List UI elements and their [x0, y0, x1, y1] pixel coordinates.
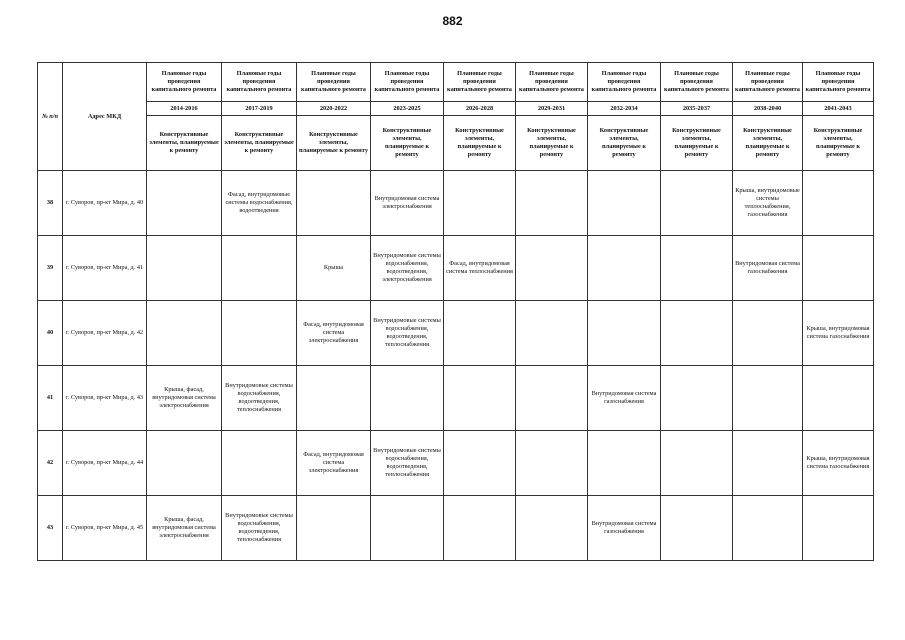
table-cell	[733, 301, 803, 366]
table-row	[38, 431, 874, 496]
table-cell: Внутридомовые системы водоснабжения, водоотведения, теплоснабжения	[371, 301, 444, 366]
table-cell	[297, 496, 371, 561]
table-cell	[661, 171, 733, 236]
table-cell: Фасад, внутридомовая система электроснабжения	[297, 431, 371, 496]
table-cell	[661, 366, 733, 431]
period-header: Плановые годы проведения капитального ремонта	[661, 63, 733, 102]
row-address: г. Суворов, пр-кт Мира, д. 43	[63, 366, 147, 431]
table-cell	[733, 496, 803, 561]
table-cell	[147, 301, 222, 366]
table-cell: Внутридомовые системы водоснабжения, водоотведения, электроснабжения	[371, 236, 444, 301]
table-row	[38, 366, 874, 431]
period-years: 2041-2043	[803, 102, 874, 116]
table-row	[38, 496, 874, 561]
table-cell	[222, 301, 297, 366]
table-cell	[147, 431, 222, 496]
table-cell	[661, 496, 733, 561]
table-cell	[803, 496, 874, 561]
table-cell	[803, 366, 874, 431]
header-row-periods	[38, 63, 874, 102]
period-years: 2017-2019	[222, 102, 297, 116]
table-cell	[371, 366, 444, 431]
table-cell: Внутридомовая система электроснабжения	[371, 171, 444, 236]
row-address: г. Суворов, пр-кт Мира, д. 44	[63, 431, 147, 496]
row-number: 40	[38, 301, 63, 366]
table-cell	[444, 431, 516, 496]
elements-header: Конструктивные элементы, планируемые к ремонту	[733, 116, 803, 171]
period-years: 2032-2034	[588, 102, 661, 116]
table-cell: Крыша, внутридомовые системы теплоснабжения, газоснабжения	[733, 171, 803, 236]
period-years: 2029-2031	[516, 102, 588, 116]
table-cell: Внутридомовые системы водоснабжения, водоотведения, теплоснабжения	[371, 431, 444, 496]
table-row	[38, 236, 874, 301]
elements-header: Конструктивные элементы, планируемые к ремонту	[297, 116, 371, 171]
row-number: 41	[38, 366, 63, 431]
table-cell	[661, 301, 733, 366]
table-cell	[803, 236, 874, 301]
period-header: Плановые годы проведения капитального ремонта	[733, 63, 803, 102]
table-cell	[516, 431, 588, 496]
table-cell	[444, 301, 516, 366]
col-address-header: Адрес МКД	[63, 63, 147, 171]
table-cell	[371, 496, 444, 561]
period-header: Плановые годы проведения капитального ремонта	[588, 63, 661, 102]
col-num-header: № п/п	[38, 63, 63, 171]
table-cell	[516, 496, 588, 561]
row-address: г. Суворов, пр-кт Мира, д. 42	[63, 301, 147, 366]
table-cell: Внутридомовые системы водоснабжения, водоотведения, теплоснабжения	[222, 496, 297, 561]
period-header: Плановые годы проведения капитального ремонта	[297, 63, 371, 102]
period-years: 2038-2040	[733, 102, 803, 116]
table-cell: Фасад, внутридомовые системы водоснабжения, водоотведения	[222, 171, 297, 236]
elements-header: Конструктивные элементы, планируемые к ремонту	[147, 116, 222, 171]
period-header: Плановые годы проведения капитального ремонта	[147, 63, 222, 102]
table-cell: Крыша, фасад, внутридомовая система электроснабжения	[147, 496, 222, 561]
elements-header: Конструктивные элементы, планируемые к ремонту	[803, 116, 874, 171]
table-cell: Внутридомовая система газоснабжения	[588, 496, 661, 561]
table-cell: Крыша	[297, 236, 371, 301]
table-cell	[733, 366, 803, 431]
period-years: 2020-2022	[297, 102, 371, 116]
table-cell: Крыша, фасад, внутридомовая система электроснабжения	[147, 366, 222, 431]
row-address: г. Суворов, пр-кт Мира, д. 45	[63, 496, 147, 561]
table-cell	[297, 366, 371, 431]
row-number: 42	[38, 431, 63, 496]
table-cell: Внутридомовая система газоснабжения	[588, 366, 661, 431]
period-years: 2026-2028	[444, 102, 516, 116]
row-number: 43	[38, 496, 63, 561]
period-years: 2035-2037	[661, 102, 733, 116]
elements-header: Конструктивные элементы, планируемые к ремонту	[222, 116, 297, 171]
table-cell	[516, 236, 588, 301]
table-cell	[588, 236, 661, 301]
table-cell	[661, 431, 733, 496]
table-cell	[733, 431, 803, 496]
row-address: г. Суворов, пр-кт Мира, д. 40	[63, 171, 147, 236]
row-address: г. Суворов, пр-кт Мира, д. 41	[63, 236, 147, 301]
period-header: Плановые годы проведения капитального ремонта	[803, 63, 874, 102]
table-cell	[222, 431, 297, 496]
table-cell	[803, 171, 874, 236]
period-header: Плановые годы проведения капитального ремонта	[371, 63, 444, 102]
table-cell	[444, 496, 516, 561]
table-row	[38, 171, 874, 236]
table-cell	[661, 236, 733, 301]
elements-header: Конструктивные элементы, планируемые к ремонту	[371, 116, 444, 171]
period-header: Плановые годы проведения капитального ремонта	[222, 63, 297, 102]
table-cell	[444, 171, 516, 236]
table-cell	[147, 171, 222, 236]
capital-repair-plan-table	[37, 62, 874, 561]
table-cell	[444, 366, 516, 431]
table-row	[38, 301, 874, 366]
period-years: 2023-2025	[371, 102, 444, 116]
page-number: 882	[442, 14, 463, 28]
table-cell	[147, 236, 222, 301]
table-cell: Внутридомовая система газоснабжения	[733, 236, 803, 301]
period-header: Плановые годы проведения капитального ремонта	[444, 63, 516, 102]
elements-header: Конструктивные элементы, планируемые к ремонту	[588, 116, 661, 171]
table-cell: Крыша, внутридомовая система газоснабжения	[803, 431, 874, 496]
table-cell	[222, 236, 297, 301]
table-cell: Внутридомовые системы водоснабжения, водоотведения, теплоснабжения	[222, 366, 297, 431]
table-cell: Крыша, внутридомовая система газоснабжения	[803, 301, 874, 366]
elements-header: Конструктивные элементы, планируемые к ремонту	[661, 116, 733, 171]
table-cell	[588, 431, 661, 496]
elements-header: Конструктивные элементы, планируемые к ремонту	[516, 116, 588, 171]
row-number: 38	[38, 171, 63, 236]
row-number: 39	[38, 236, 63, 301]
header-row-years	[38, 102, 874, 116]
table-cell: Фасад, внутридомовая система теплоснабжения	[444, 236, 516, 301]
elements-header: Конструктивные элементы, планируемые к ремонту	[444, 116, 516, 171]
period-years: 2014-2016	[147, 102, 222, 116]
table-cell: Фасад, внутридомовая система электроснабжения	[297, 301, 371, 366]
table-cell	[588, 301, 661, 366]
header-row-elements	[38, 116, 874, 171]
table-cell	[588, 171, 661, 236]
table-cell	[516, 171, 588, 236]
period-header: Плановые годы проведения капитального ремонта	[516, 63, 588, 102]
table-cell	[516, 366, 588, 431]
table-cell	[297, 171, 371, 236]
table-cell	[516, 301, 588, 366]
